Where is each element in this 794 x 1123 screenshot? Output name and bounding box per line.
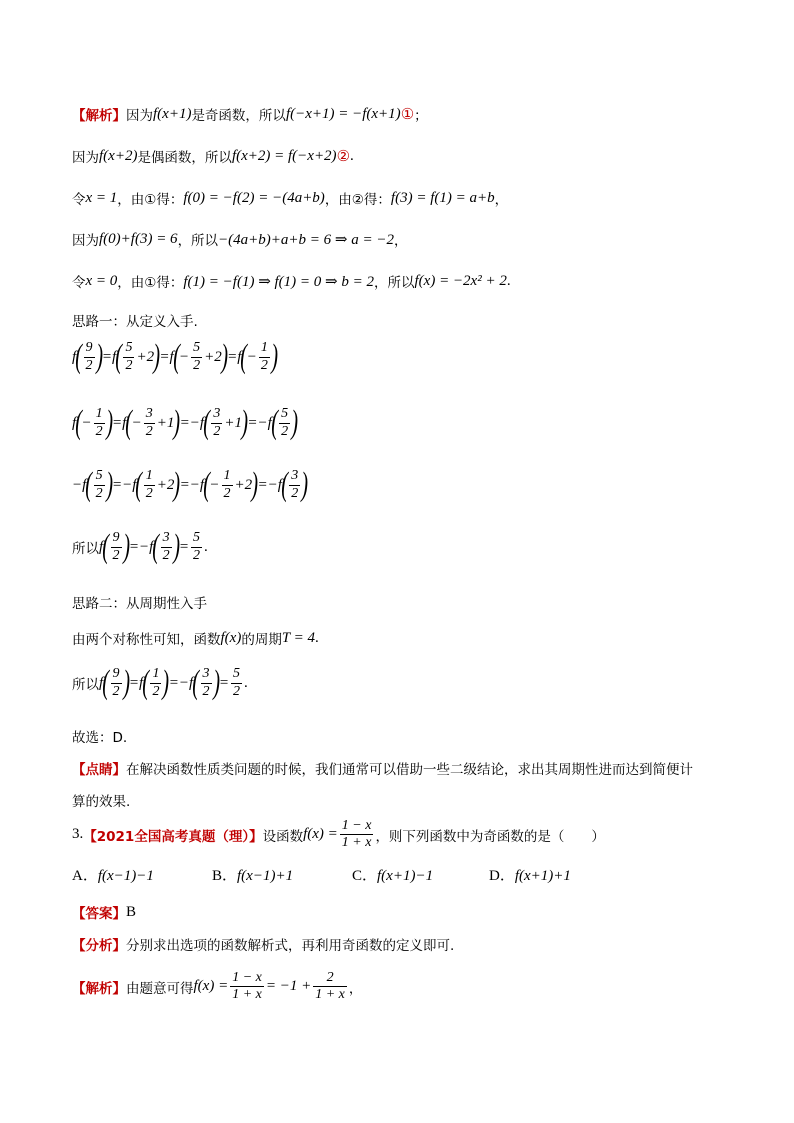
fraction: $\frac{5}{2}$ [95,468,103,501]
fraction: $\frac{1}{2}$ [152,666,160,699]
text: 由两个对称性可知，函数 [72,632,221,648]
solution-line-3 [72,188,508,208]
text: ，由①得： [117,275,184,291]
math: f(x+2) [99,147,138,164]
fraction: $\frac{1}{2}$ [223,468,231,501]
solution-line-final [72,970,362,1003]
fraction: $\frac{5}{2}$ [193,530,201,563]
text: 所以 [72,541,99,557]
period-line [72,628,319,648]
text: 因为 [72,150,99,166]
math: −(4a+b)+a+b = 6 ⇒ a = −2 [218,231,394,248]
equation-row-2: f ( − $\frac{1}{2}$ ) = f ( − $\frac{3}{2}$ +1 ) = − f ( $\frac{3}{2}$ +1 ) = − f ( $\frac{5}{2}$ ) [72,404,299,441]
fraction: $\frac{9}{2}$ [112,530,120,563]
text: ， [348,980,363,997]
math: f(x) = −2x² + 2 [414,272,507,289]
idea-2-heading [72,592,207,612]
text: 算的效果. [72,794,131,810]
math: f(x) = [303,826,338,843]
text: 思路二：从周期性入手 [72,596,207,612]
solution-line-2 [72,146,354,166]
solution-line-1 [72,104,428,124]
fraction: $\frac{5}{2}$ [232,666,240,699]
math: f(x) = [193,978,229,995]
math: f(0)+f(3) = 6 [99,230,178,247]
text: 分别求出选项的函数解析式，再利用奇函数的定义即可. [126,938,455,954]
text: ，由①得： [117,192,184,208]
text: 的周期 [241,632,282,648]
math: f(x+1) [153,105,192,122]
fraction: $\frac{1}{2}$ [260,340,268,373]
text: 令 [72,192,86,208]
math: +2 [204,348,222,365]
text: ； [414,108,428,124]
answer-line [72,902,136,922]
math: f [169,348,174,365]
math: − [246,348,257,365]
text: . [350,147,354,164]
text: 设函数 [262,828,304,845]
option-a[interactable]: A．f(x−1)−1 [72,868,154,884]
fraction: $\frac{5}{2}$ [281,406,289,439]
math: = [101,348,112,365]
solution-line-4 [72,229,407,249]
text: 是偶函数，所以 [137,150,232,166]
fraction: $\frac{5}{2}$ [193,340,201,373]
text: ， [393,233,408,249]
math: = −1 + [265,978,312,995]
math: f(x+2) = f(−x+2) [231,147,337,164]
math: = [159,348,170,365]
remark-line-1 [72,758,693,778]
answer-value: B [126,903,137,920]
fenxi-tag: 【分析】 [72,938,126,954]
analysis-tag-2: 【解析】 [72,980,126,997]
equation-marker: ① [400,106,415,123]
equation-row-1: f ( $\frac{9}{2}$ ) = f ( $\frac{5}{2}$ +2 ) = f ( − $\frac{5}{2}$ +2 ) = f ( − $\frac{1}{2}$ ) [72,338,278,375]
text: ，所以 [374,275,415,291]
text: 故选：D. [72,730,128,746]
solution-line-5 [72,271,511,291]
fraction: $\frac{9}{2}$ [85,340,93,373]
math: f(1) = −f(1) ⇒ f(1) = 0 ⇒ b = 2 [183,273,374,290]
math: x = 0 [85,272,118,289]
math: f(0) = −f(2) = −(4a+b) [183,189,325,206]
equation-row-4: 所以 f ( $\frac{9}{2}$ ) = − f ( $\frac{3}{2}$ ) = $\frac{5}{2}$ . [72,528,208,565]
math: T = 4 [281,629,316,646]
remark-tag: 【点睛】 [72,762,126,778]
equation-row-5: 所以 f ( $\frac{9}{2}$ ) = f ( $\frac{1}{2}$ ) = − f ( $\frac{3}{2}$ ) = $\frac{5}{2}$ . [72,664,248,701]
text: 是奇函数，所以 [191,108,286,124]
option-d[interactable]: D．f(x+1)+1 [489,868,571,884]
choice-line [72,726,127,746]
source-tag: 【2021全国高考真题（理）】 [83,828,263,845]
text: ， [494,192,509,208]
option-b[interactable]: B．f(x−1)+1 [212,868,294,884]
fraction: $\frac{3}{2}$ [291,468,299,501]
math: +2 [136,348,155,365]
math: f(−x+1) = −f(x+1) [285,105,401,122]
question-3 [72,818,605,851]
fraction: $\frac{1 - x}{1 + x}$ [341,818,372,851]
math: = [227,348,238,365]
math: x = 1 [85,189,118,206]
answer-tag: 【答案】 [72,906,126,922]
math: f [111,348,117,365]
remark-line-2 [72,790,130,810]
fraction: $\frac{3}{2}$ [162,530,170,563]
text: 因为 [126,108,153,124]
question-number: 3. [72,826,84,843]
fraction: $\frac{3}{2}$ [213,406,221,439]
math: f [72,348,77,365]
fraction: $\frac{3}{2}$ [202,666,210,699]
math: f(3) = f(1) = a+b [390,189,495,206]
text: ，则下列函数中为奇函数的是（ ） [375,828,605,845]
fraction: $\frac{9}{2}$ [112,666,120,699]
fraction: $\frac{1 - x}{1 + x}$ [232,970,262,1003]
fraction: $\frac{3}{2}$ [145,406,153,439]
analysis-tag: 【解析】 [72,108,126,124]
options-row [72,864,571,885]
equation-row-3: − f ( $\frac{5}{2}$ ) = − f ( $\frac{1}{2}$ +2 ) = − f ( − $\frac{1}{2}$ +2 ) = − f ( $\frac{3}{2}$ ) [72,466,309,503]
math: − [179,348,190,365]
math: f [237,348,242,365]
text: . [315,629,319,646]
text: 在解决函数性质类问题的时候，我们通常可以借助一些二级结论，求出其周期性进而达到简便计 [126,762,693,778]
text: ，由②得： [324,192,391,208]
text: . [506,272,511,289]
option-c[interactable]: C．f(x+1)−1 [352,868,434,884]
text: 思路一：从定义入手. [72,314,198,330]
idea-1-heading [72,310,198,330]
fraction: $\frac{1}{2}$ [145,468,153,501]
fraction: $\frac{2}{1 + x}$ [315,970,345,1003]
math: f(x) [220,629,242,646]
analysis-summary-line [72,934,454,954]
equation-marker: ② [336,148,351,165]
fraction: $\frac{5}{2}$ [125,340,133,373]
text: 因为 [72,233,99,249]
fraction: $\frac{1}{2}$ [95,406,103,439]
text: ，所以 [177,233,219,249]
text: 由题意可得 [126,980,194,997]
text: 令 [72,275,86,291]
